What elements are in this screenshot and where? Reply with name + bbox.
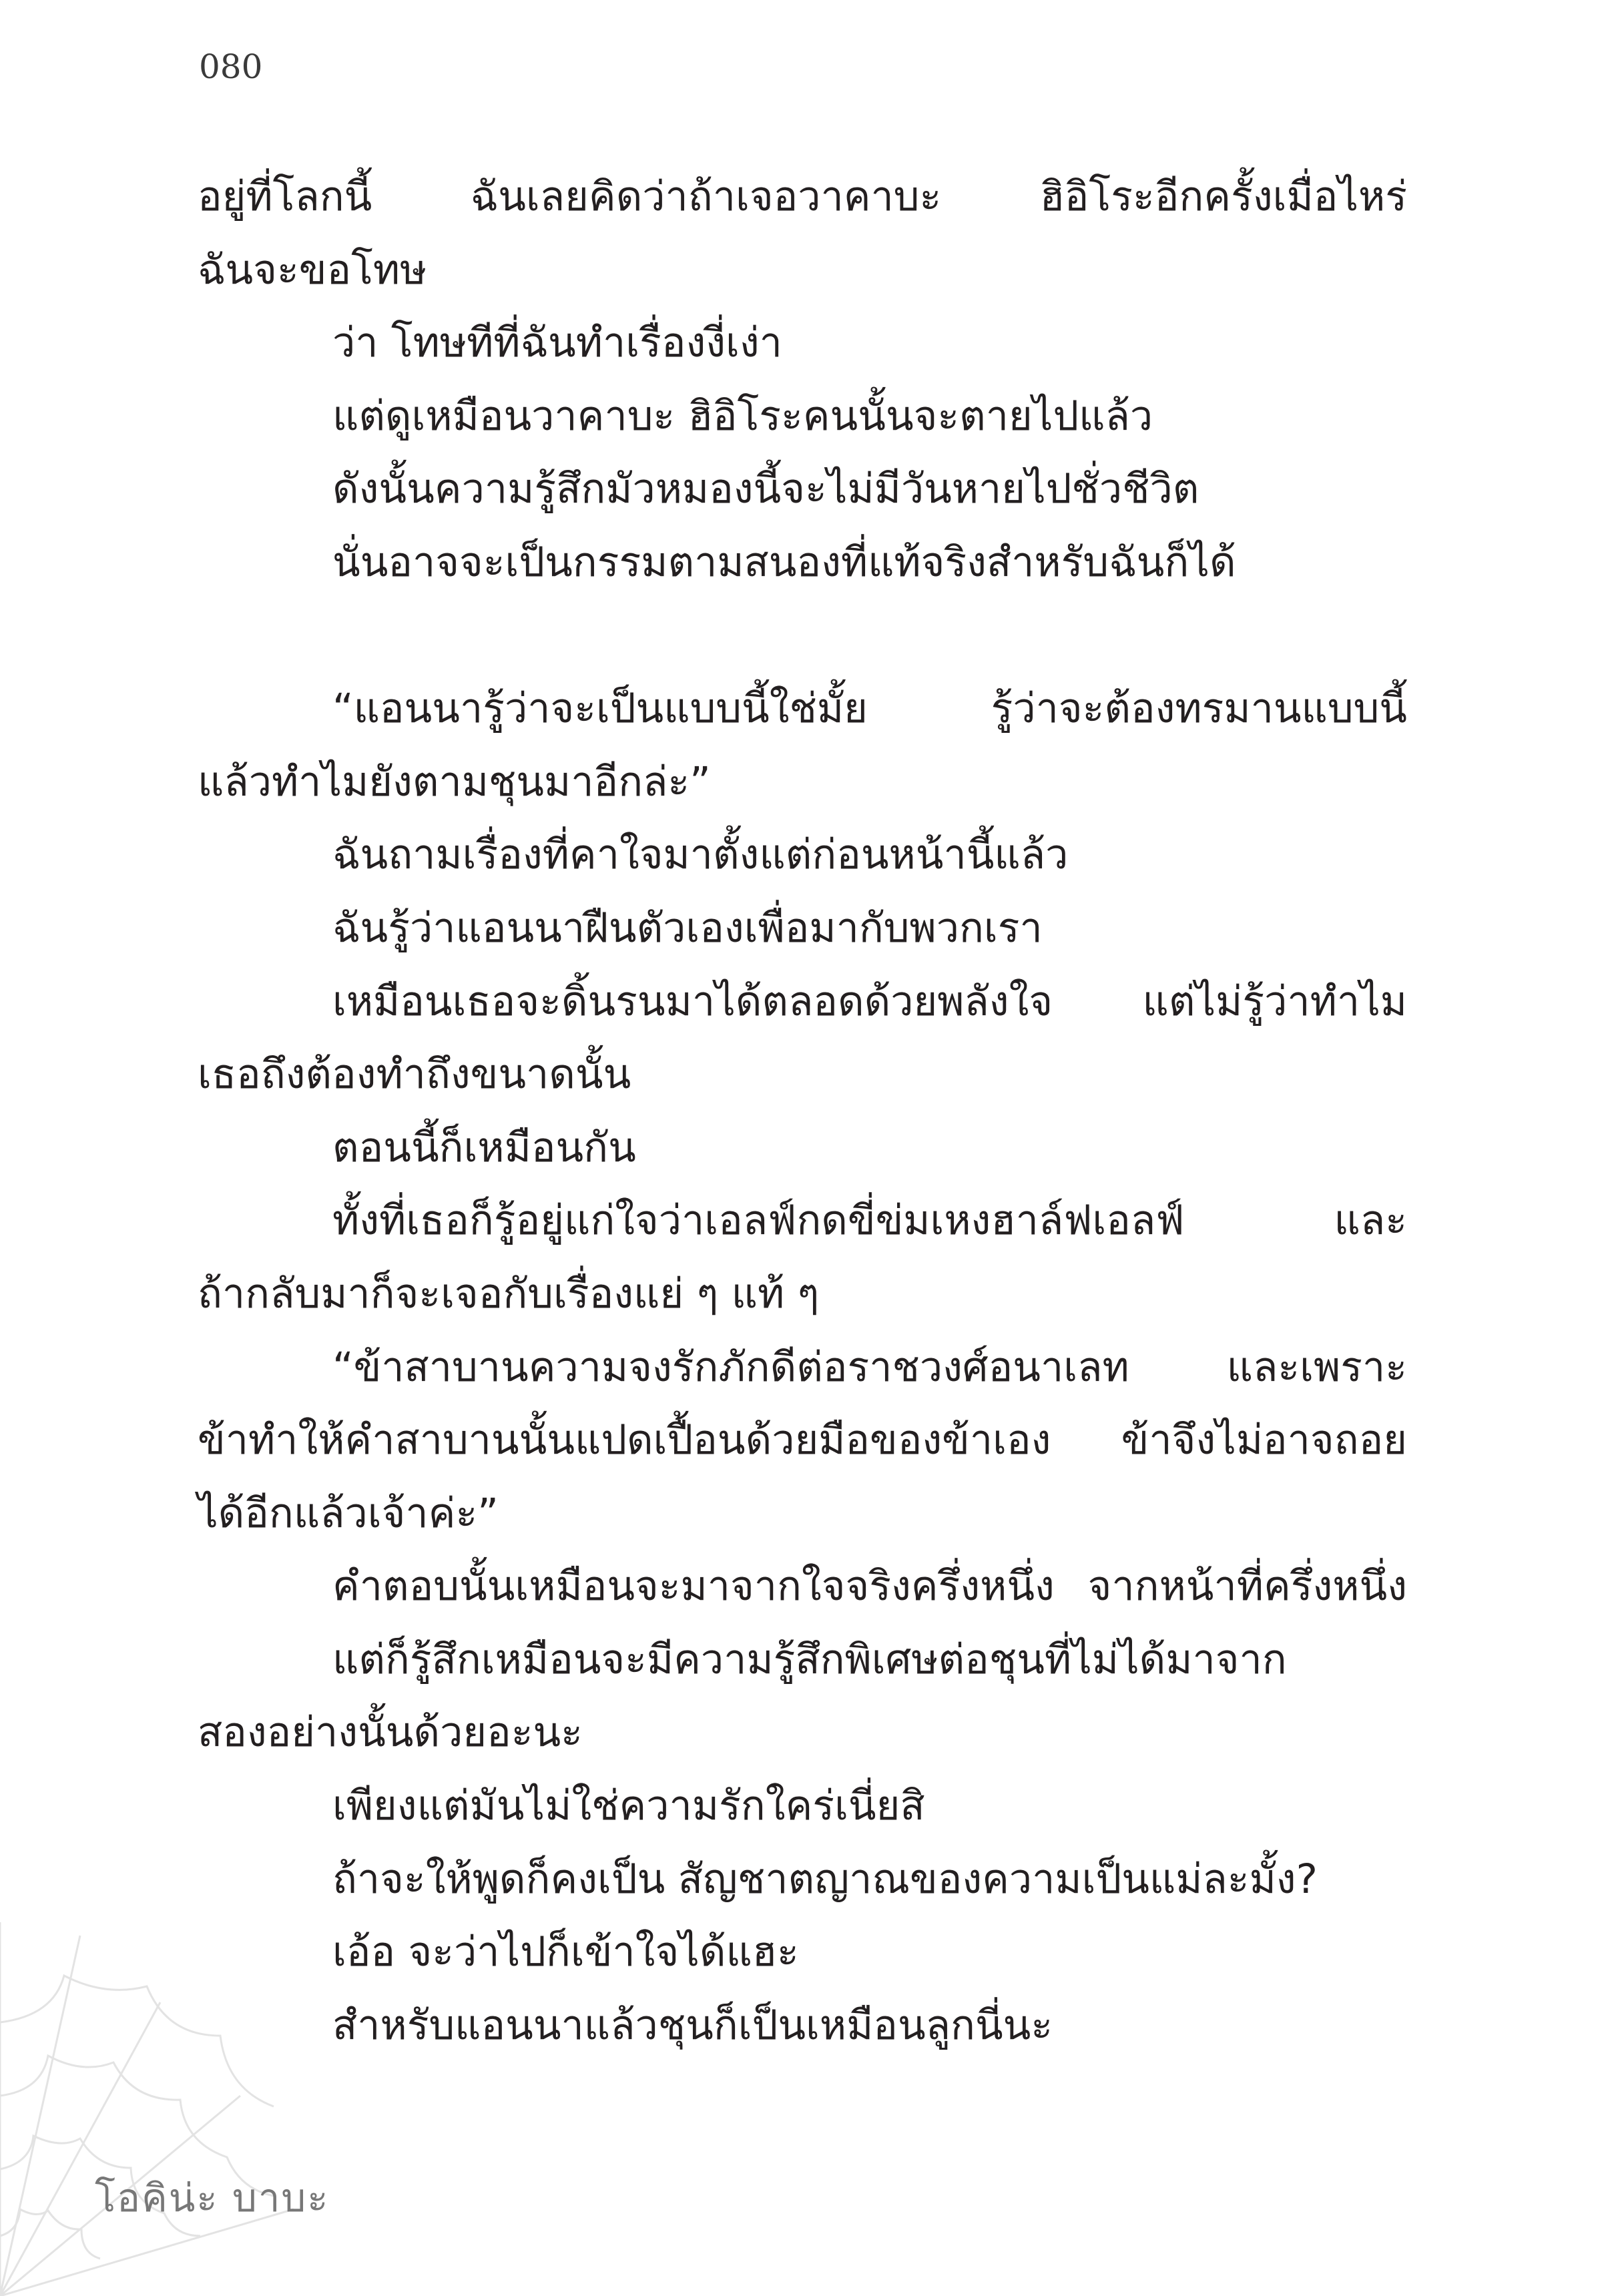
paragraph-line: ตอนนี้ก็เหมือนกัน [332, 1123, 636, 1171]
paragraph-line: สองอย่างนั้นด้วยอะนะ [198, 1709, 583, 1757]
paragraph-line: เอ้อ จะว่าไปก็เข้าใจได้แฮะ [332, 1928, 799, 1976]
paragraph-line: แต่ดูเหมือนวาคาบะ ฮิอิโระคนนั้นจะตายไปแล้ว [332, 392, 1153, 440]
paragraph-line: ทั้งที่เธอก็รู้อยู่แก่ใจว่าเอลฟ์กดขี่ข่มเหงฮาล์ฟเอลฟ์ และ [332, 1197, 1407, 1245]
paragraph-line: เหมือนเธอจะดิ้นรนมาได้ตลอดด้วยพลังใจ แต่ไม่รู้ว่าทำไม [332, 977, 1407, 1025]
paragraph-line: แต่ก็รู้สึกเหมือนจะมีความรู้สึกพิเศษต่อชุนที่ไม่ได้มาจาก [332, 1635, 1287, 1683]
paragraph-line: ถ้ากลับมาก็จะเจอกับเรื่องแย่ ๆ แท้ ๆ [198, 1269, 820, 1318]
paragraph-line: คำตอบนั้นเหมือนจะมาจากใจจริงครึ่งหนึ่ง จากหน้าที่ครึ่งหนึ่ง [332, 1562, 1407, 1611]
paragraph-line: ถ้าจะให้พูดก็คงเป็น สัญชาตญาณของความเป็นแม่ละมั้ง? [332, 1855, 1318, 1903]
paragraph-line: เธอถึงต้องทำถึงขนาดนั้น [198, 1051, 631, 1099]
book-title-footer: โอคิน่ะ บาบะ [95, 2175, 330, 2221]
page-number: 080 [199, 47, 263, 86]
paragraph-line: ข้าทำให้คำสาบานนั้นแปดเปื้อนด้วยมือของข้าเอง ข้าจึงไม่อาจถอย [198, 1416, 1407, 1464]
paragraph-line: สำหรับแอนนาแล้วชุนก็เป็นเหมือนลูกนี่นะ [332, 2001, 1053, 2049]
paragraph-line: ดังนั้นความรู้สึกมัวหมองนี้จะไม่มีวันหายไปชั่วชีวิต [332, 465, 1199, 513]
paragraph-line: “แอนนารู้ว่าจะเป็นแบบนี้ใช่มั้ย รู้ว่าจะต้องทรมานแบบนี้ [332, 685, 1407, 733]
paragraph-line: นั่นอาจจะเป็นกรรมตามสนองที่แท้จริงสำหรับฉันก็ได้ [332, 538, 1236, 586]
spider-web-decoration [0, 1922, 294, 2296]
paragraph-line: แล้วทำไมยังตามชุนมาอีกล่ะ” [198, 758, 711, 806]
paragraph-line: ว่า โทษทีที่ฉันทำเรื่องงี่เง่า [332, 319, 782, 367]
paragraph-line: ฉันถามเรื่องที่คาใจมาตั้งแต่ก่อนหน้านี้แล้ว [332, 831, 1069, 879]
paragraph-line: ฉันรู้ว่าแอนนาฝืนตัวเองเพื่อมากับพวกเรา [332, 904, 1043, 952]
paragraph-break [198, 599, 1407, 673]
paragraph-line: “ข้าสาบานความจงรักภักดีต่อราชวงศ์อนาเลท และเพราะ [332, 1343, 1407, 1391]
paragraph-line: ฉันจะขอโทษ [198, 246, 427, 294]
paragraph-line: อยู่ที่โลกนี้ ฉันเลยคิดว่าถ้าเจอวาคาบะ ฮิอิโระอีกครั้งเมื่อไหร่ [198, 173, 1407, 220]
paragraph-line: เพียงแต่มันไม่ใช่ความรักใคร่เนี่ยสิ [332, 1782, 925, 1830]
body-text [198, 160, 1407, 2062]
paragraph-line: ได้อีกแล้วเจ้าค่ะ” [198, 1489, 499, 1537]
